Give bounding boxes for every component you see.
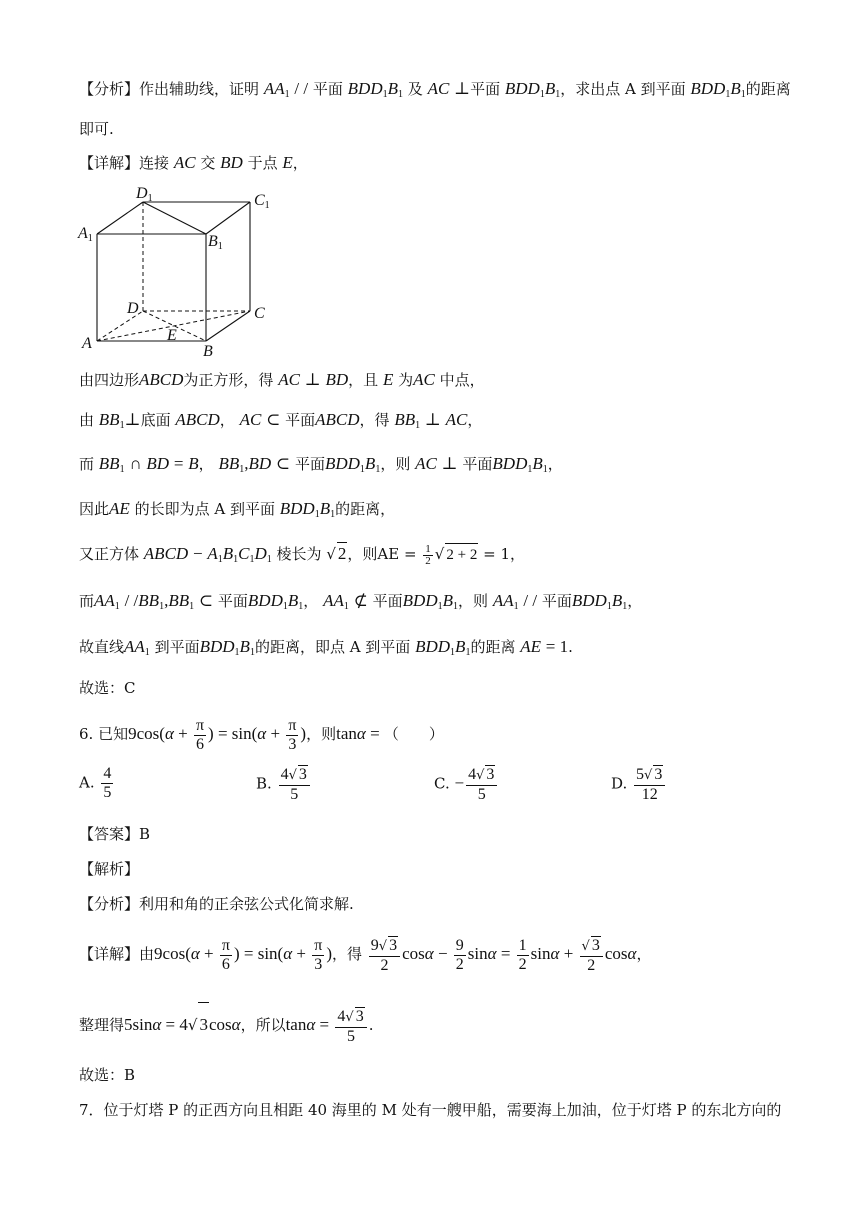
q5-step-7: 故直线$AA_1$ 到平面$BDD_1B_1$的距离，即点 A 到平面 $BDD_1B_1$的距离 AE = 1. xyxy=(79,637,573,658)
q6-option-d[interactable]: D. $\frac{5√ 3}{12}$ xyxy=(611,765,667,804)
q5-step-6: 而$AA_1 / /BB_1,BB_1$ ⊂ 平面$BDD_1B_1$， $AA_1$ ⊄ 平面$BDD_1B_1$，则 $AA_1$ / / 平面$BDD_1B_1$， xyxy=(79,591,643,612)
q5-detail-line: 【详解】连接 AC 交 BD 于点 E， xyxy=(79,153,308,172)
q5-step-4: 因此AE 的长即为点 A 到平面 $BDD_1B_1$的距离， xyxy=(79,499,396,520)
label-D1: D1 xyxy=(136,185,153,204)
q5-analysis-line: 【分析】作出辅助线，证明 $AA_1$ / / 平面 $BDD_1B_1$ 及 AC ⊥平面 $BDD_1B_1$，求出点 A 到平面 $BDD_1B_1$的距离 xyxy=(79,79,791,100)
q6-jiexi: 【解析】 xyxy=(79,860,140,878)
q5-answer: 故选：C xyxy=(79,679,136,697)
label-D: D xyxy=(127,300,139,317)
q6-option-c[interactable]: C. − $\frac{4√ 3}{5}$ xyxy=(434,765,499,804)
q6-analysis: 【分析】利用和角的正余弦公式化简求解. xyxy=(79,895,354,913)
label-E: E xyxy=(167,327,177,344)
q5-step-1: 由四边形ABCD为正方形，得 AC ⊥ BD，且 E 为AC 中点， xyxy=(79,370,485,389)
q6-arrange: 整理得5sinα = 4√ 3cosα，所以tanα = $\frac{4√ 3}{5}$ . xyxy=(79,1002,373,1047)
label-B1: B1 xyxy=(208,233,223,252)
label-C: C xyxy=(254,305,265,322)
q7-stem: 7．位于灯塔 P 的正西方向且相距 40 海里的 M 处有一艘甲船，需要海上加油，位于灯塔 P 的东北方向的 xyxy=(79,1101,782,1119)
q5-step-3: 而 $BB_1$ ∩ BD = B， $BB_1,BD$ ⊂ 平面$BDD_1B_1$，则 AC ⊥ 平面$BDD_1B_1$， xyxy=(79,454,563,475)
q6-option-b[interactable]: B. $\frac{4√ 3}{5}$ xyxy=(256,765,312,804)
q5-step-5: 又正方体 ABCD − $A_1B_1C_1D_1$ 棱长为 √ 2，则AE = $\frac{1}{2}$ √ 2 + 2 = 1， xyxy=(79,542,525,567)
q6-option-a[interactable]: A. $\frac{4}{5}$ xyxy=(79,765,112,801)
q6-choose: 故选：B xyxy=(79,1066,136,1084)
q5-step-2: 由 $BB_1\perp$底面 ABCD， AC ⊂ 平面ABCD，得 $BB_1$ ⊥ AC， xyxy=(79,410,483,431)
label-C1: C1 xyxy=(254,192,270,211)
label-A: A xyxy=(82,335,92,352)
label-B: B xyxy=(203,343,213,360)
q5-analysis-cont: 即可. xyxy=(79,120,114,138)
q6-answer: 【答案】B xyxy=(79,825,151,843)
q6-stem: 6. 已知9cos(α + $\frac{\pi}{6}$ ) = sin(α + $\frac{\pi}{3}$ )，则tanα = （ ） xyxy=(79,716,444,753)
label-A1: A1 xyxy=(78,225,93,244)
cube-figure xyxy=(76,180,286,365)
q6-detail: 【详解】由9cos(α + $\frac{\pi}{6}$ ) = sin(α + $\frac{\pi}{3}$ )，得 $\frac{9√ 3}{2}$ cosα − $\frac{9}{2}$ sinα = $\frac{1}{2}$ sinα + $\frac{√ 3}{2}$ cosα， xyxy=(79,936,652,974)
